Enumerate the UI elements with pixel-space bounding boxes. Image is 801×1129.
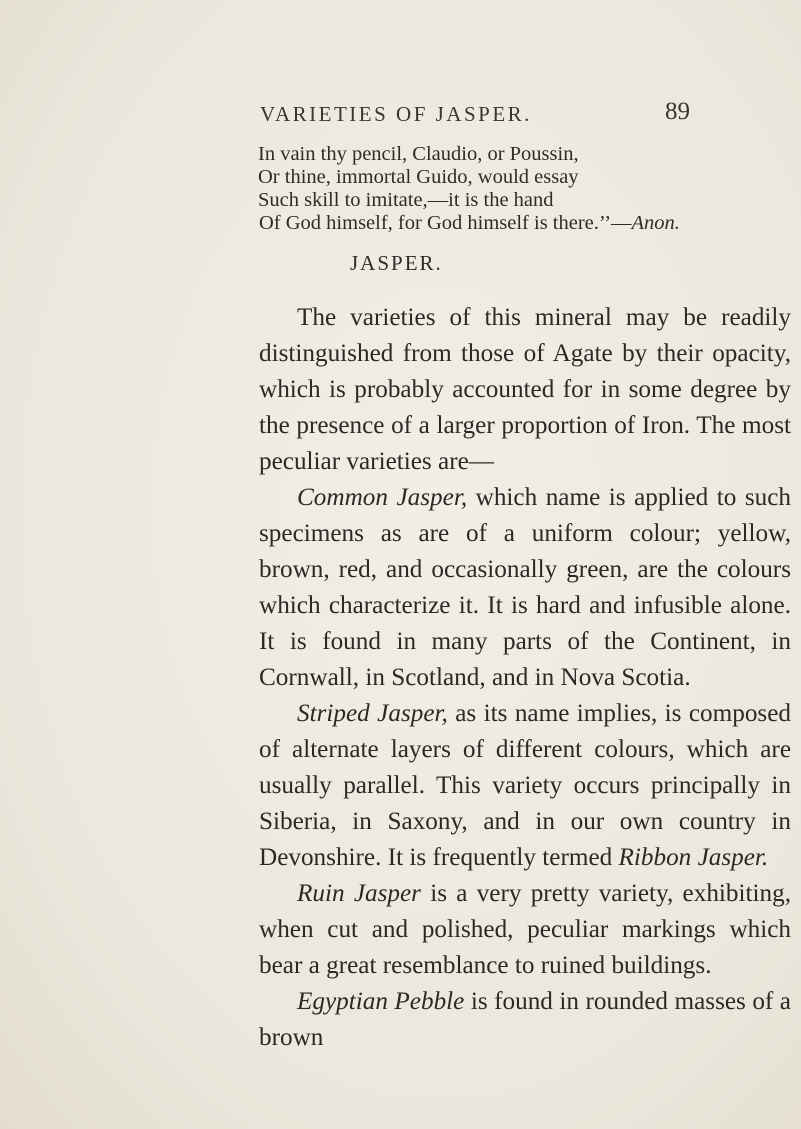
paragraph-text: which name is applied to such specimens as are of a uniform colour; yellow, brown, red, and occasionally green, are the colours which characterize it. It is hard and infusible alone. It is found in many parts of the Continent, in Cornwall, in Scotland, and in Nova Scotia.: [259, 484, 792, 691]
paragraph-ruin-jasper: [259, 876, 791, 984]
paragraph-egyptian-pebble: [259, 984, 791, 1056]
verse-line: Or thine, immortal Guido, would essay: [258, 166, 579, 188]
term-ribbon-jasper: Ribbon Jasper.: [618, 844, 769, 871]
verse-attribution: Anon.: [631, 212, 680, 234]
paragraph-text: as its name implies, is composed of alternate layers of different colours, which are usually parallel. This variety occurs principally in Siberia, in Saxony, and in our own country in Devonshire. It is frequently termed: [259, 700, 791, 871]
paragraph-text: is found in rounded masses of a brown: [259, 988, 791, 1051]
term-egyptian-pebble: Egyptian Pebble: [297, 988, 465, 1015]
verse-line: Such skill to imitate,—it is the hand: [258, 189, 554, 211]
paragraph-intro: The varieties of this mineral may be readily distinguished from those of Agate by their opacity, which is probably accounted for in some degree by the presence of a larger proportion of Iron. The most peculiar varieties are—: [259, 304, 791, 475]
paragraph-striped-jasper: [259, 696, 791, 876]
verse-quotation: [258, 143, 680, 235]
verse-line-text: Of God himself, for God himself is there.’’—: [259, 212, 632, 234]
term-common-jasper: Common Jasper,: [297, 484, 468, 511]
verse-line: In vain thy pencil, Claudio, or Poussin,: [258, 143, 579, 165]
verse-line-last: [259, 212, 680, 235]
paragraph-text: is a very pretty variety, exhibiting, when cut and polished, peculiar markings which bear a great resemblance to ruined buildings.: [259, 880, 791, 979]
term-striped-jasper: Striped Jasper,: [297, 700, 448, 727]
section-title: JASPER.: [350, 251, 443, 275]
term-ruin-jasper: Ruin Jasper: [297, 880, 421, 907]
body-text: [259, 300, 791, 1056]
page-number: 89: [665, 98, 690, 125]
running-head: VARIETIES OF JASPER.: [260, 102, 532, 126]
paragraph-common-jasper: [259, 480, 791, 696]
